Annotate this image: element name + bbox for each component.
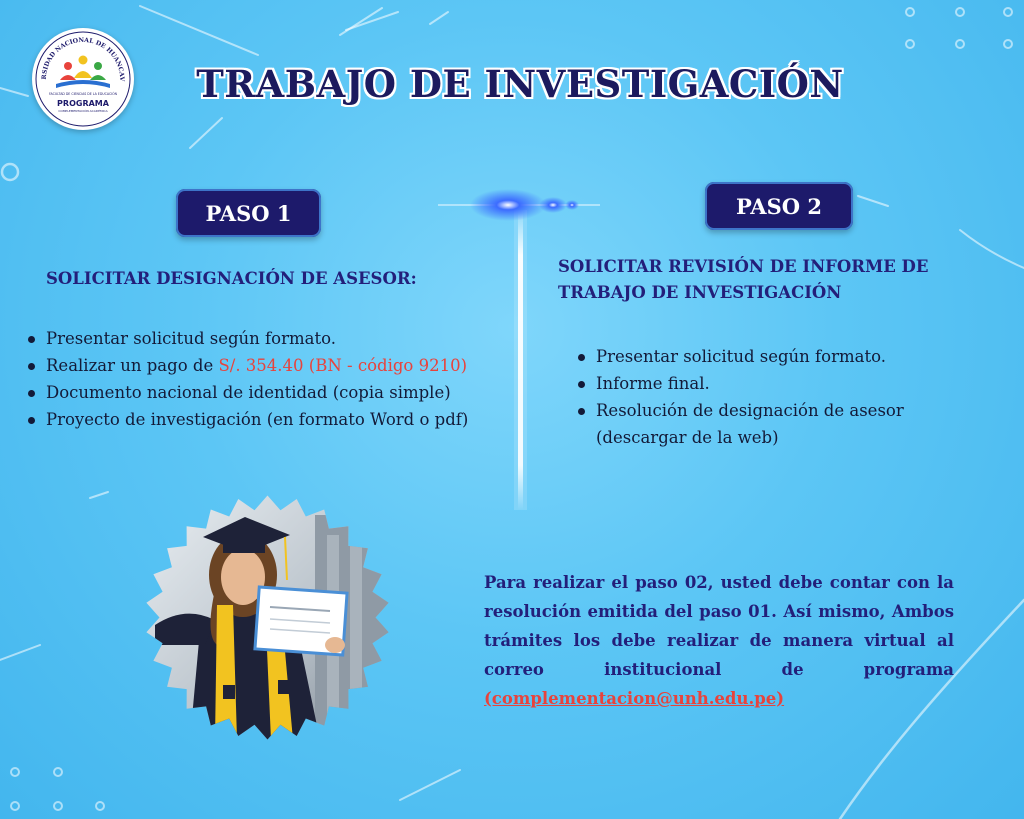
list-item: Proyecto de investigación (en formato Word o pdf) (24, 406, 494, 433)
payment-text: Realizar un pago de (46, 356, 219, 375)
payment-amount: S/. 354.40 (BN - código 9210) (218, 356, 468, 375)
graduate-photo-icon (145, 495, 390, 740)
paso-2-badge: PASO 2 (705, 182, 853, 230)
page-title: TRABAJO DE INVESTIGACIÓN (196, 62, 844, 106)
logo-sublabel: COMPLEMENTACIÓN ACADÉMICA (58, 109, 108, 113)
university-logo (32, 28, 134, 130)
list-item: Informe final. (574, 370, 974, 397)
list-item: Documento nacional de identidad (copia simple) (24, 379, 494, 406)
list-item: Resolución de designación de asesor (descargar de la web) (574, 397, 974, 451)
list-item: Presentar solicitud según formato. (574, 343, 974, 370)
logo-arc-text: RSIDAD NACIONAL DE HUANCAV (40, 36, 126, 82)
paso-2-requirements-list (574, 343, 974, 451)
note-text: Para realizar el paso 02, usted debe contar con la resolución emitida del paso 01. Así mismo, Ambos trámites los debe realizar de manera virtual al correo institucional de programa (484, 573, 954, 679)
logo-faculty-text: FACULTAD DE CIENCIAS DE LA EDUCACIÓN (48, 92, 118, 96)
paso-1-heading: SOLICITAR DESIGNACIÓN DE ASESOR: (46, 269, 417, 288)
logo-label: PROGRAMA (57, 99, 109, 108)
contact-email-link[interactable]: (complementacion@unh.edu.pe) (484, 689, 785, 708)
paso-1-badge: PASO 1 (176, 189, 321, 237)
paso-2-heading: SOLICITAR REVISIÓN DE INFORME DE TRABAJO DE INVESTIGACIÓN (558, 257, 929, 302)
instructions-note (484, 568, 954, 713)
list-item (24, 352, 494, 379)
paso-1-requirements-list (24, 325, 494, 433)
university-logo-icon (32, 28, 134, 130)
list-item: Presentar solicitud según formato. (24, 325, 494, 352)
